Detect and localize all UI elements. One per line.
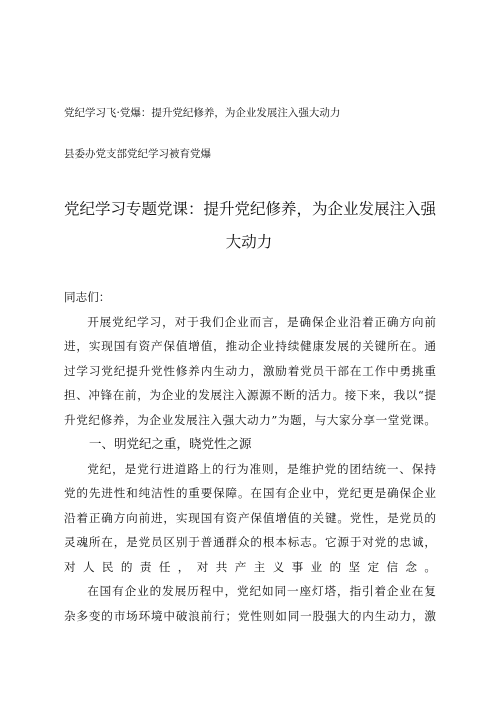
title-line-1: 党纪学习专题党课：提升党纪修养，为企业发展注入强 [64, 200, 437, 218]
paragraph-2-line: 对人民的责任，对共产主义事业的坚定信念。 [64, 559, 436, 574]
paragraph-2-cont [64, 481, 436, 579]
paragraph-2-line: 灵魂所在，是党员区别于普通群众的根本标志。它源于对党的忠诚， [64, 535, 436, 549]
paragraph-2-line: 沿着正确方向前进，实现国有资产保值增值的关键。党性，是党员的 [64, 510, 436, 525]
document-title [64, 193, 437, 259]
paragraph-1-line: 开展党纪学习，对于我们企业而言，是确保企业沿着正确方向前 [87, 314, 436, 329]
section-heading-1: 一、明党纪之重，晓党性之源 [89, 436, 252, 451]
salutation: 同志们： [64, 290, 111, 304]
paragraph-2 [64, 457, 436, 482]
paragraph-1-cont [64, 334, 436, 432]
paragraph-3-line: 在国有企业的发展历程中，党纪如同一座灯塔，指引着企业在复 [87, 584, 436, 598]
document-body [64, 285, 436, 628]
paragraph-2-line: 党的先进性和纯洁性的重要保障。在国有企业中，党纪更是确保企业 [64, 486, 436, 500]
paragraph-1-line: 升党纪修养，为企业发展注入强大动力”为题，与大家分享一堂党课。 [64, 412, 436, 427]
title-line-2: 大动力 [225, 233, 273, 251]
paragraph-3 [64, 579, 436, 604]
header-line: 党纪学习飞·党爆：提升党纪修养，为企业发展注入强大动力 [64, 107, 341, 119]
paragraph-2-line: 党纪，是党行进道路上的行为准则，是维护党的团结统一、保持 [87, 461, 436, 476]
paragraph-1-line: 过学习党纪提升党性修养内生动力，激励着党员干部在工作中勇挑重 [64, 363, 436, 378]
paragraph-3-line: 杂多变的市场环境中破浪前行；党性则如同一股强大的内生动力，激 [64, 608, 436, 623]
paragraph-1-line: 进，实现国有资产保值增值，推动企业持续健康发展的关键所在。通 [64, 339, 436, 353]
paragraph-3-cont [64, 604, 436, 629]
sub-line: 县委办党支部党纪学习被育党爆 [64, 148, 211, 160]
paragraph-1 [64, 310, 436, 335]
paragraph-1-line: 担、冲锋在前，为企业的发展注入源源不断的活力。接下来，我以“提 [64, 388, 436, 402]
